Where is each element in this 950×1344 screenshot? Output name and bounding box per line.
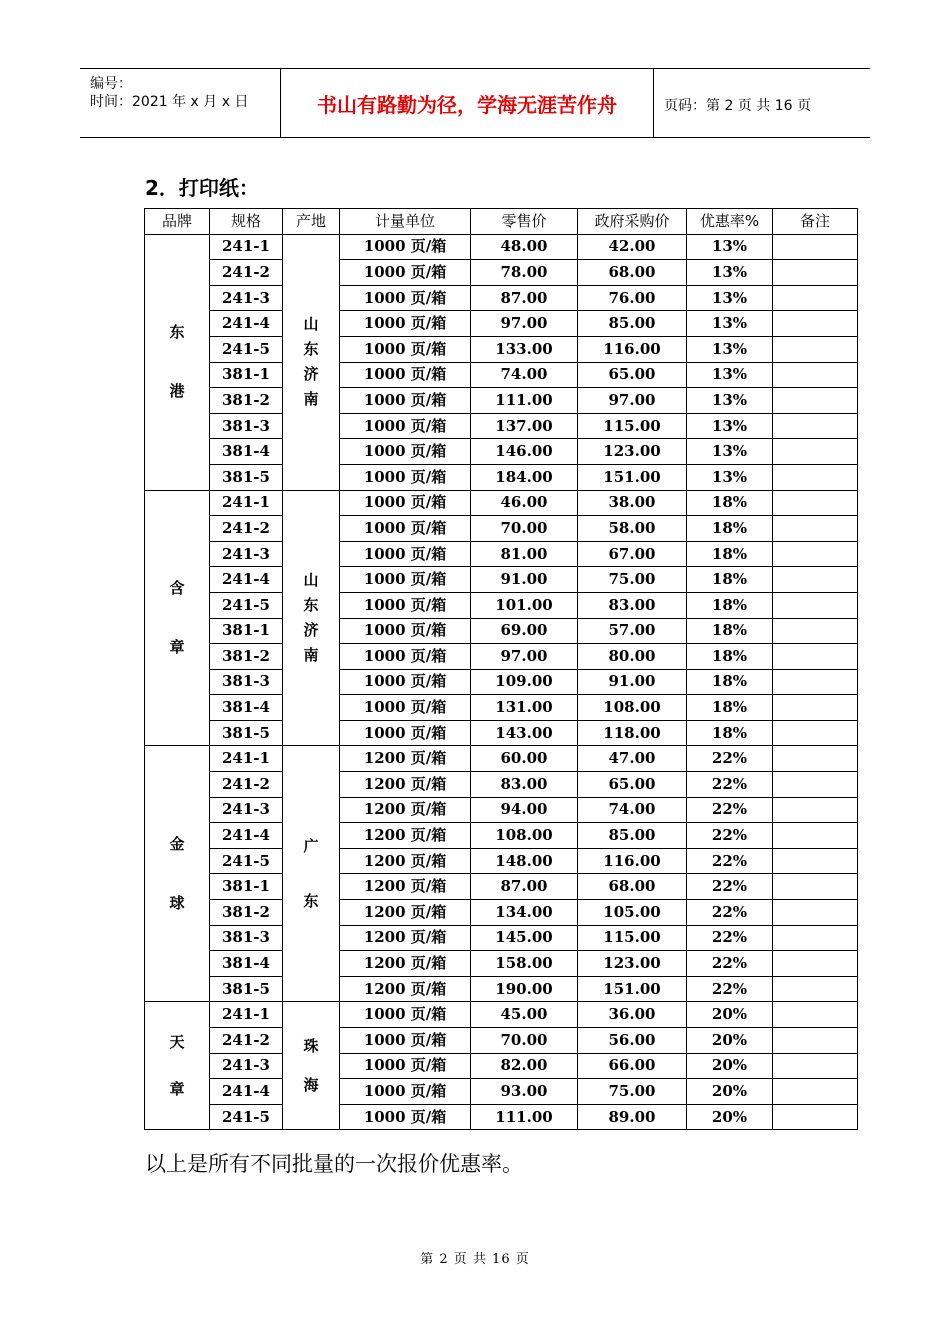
unit-cell: 1000 页/箱 (340, 592, 471, 618)
discount-cell: 20% (687, 1079, 773, 1105)
spec-cell: 241-5 (210, 848, 283, 874)
unit-cell: 1000 页/箱 (340, 618, 471, 644)
origin-char: 海 (303, 1075, 319, 1094)
header-retail-price: 零售价 (471, 209, 578, 235)
header-motto: 书山有路勤为径，学海无涯苦作舟 (281, 69, 654, 137)
spec-cell: 241-2 (210, 1028, 283, 1054)
unit-cell: 1000 页/箱 (340, 541, 471, 567)
gov-price-cell: 57.00 (578, 618, 687, 644)
gov-price-cell: 108.00 (578, 695, 687, 721)
brand-char: 球 (169, 893, 185, 912)
table-row (145, 1079, 858, 1105)
retail-price-cell: 97.00 (471, 644, 578, 670)
table-row (145, 1002, 858, 1028)
origin-char: 广 (303, 836, 319, 855)
gov-price-cell: 36.00 (578, 1002, 687, 1028)
gov-price-cell: 68.00 (578, 874, 687, 900)
table-row (145, 797, 858, 823)
table-row (145, 490, 858, 516)
origin-char: 山 (303, 571, 319, 589)
remarks-cell (773, 720, 858, 746)
spec-cell: 241-4 (210, 1079, 283, 1105)
section-title: 2．打印纸： (145, 176, 259, 200)
retail-price-cell: 148.00 (471, 848, 578, 874)
remarks-cell (773, 541, 858, 567)
origin-char: 珠 (303, 1036, 319, 1055)
retail-price-cell: 70.00 (471, 516, 578, 542)
remarks-cell (773, 234, 858, 260)
unit-cell: 1000 页/箱 (340, 1104, 471, 1130)
unit-cell: 1000 页/箱 (340, 464, 471, 490)
discount-cell: 22% (687, 976, 773, 1002)
gov-price-cell: 65.00 (578, 362, 687, 388)
discount-cell: 13% (687, 260, 773, 286)
spec-cell: 241-1 (210, 234, 283, 260)
unit-cell: 1000 页/箱 (340, 1053, 471, 1079)
table-row (145, 439, 858, 465)
gov-price-cell: 76.00 (578, 285, 687, 311)
origin-char: 东 (303, 596, 319, 614)
gov-price-cell: 85.00 (578, 823, 687, 849)
retail-price-cell: 101.00 (471, 592, 578, 618)
unit-cell: 1000 页/箱 (340, 362, 471, 388)
header-unit: 计量单位 (340, 209, 471, 235)
unit-cell: 1000 页/箱 (340, 439, 471, 465)
retail-price-cell: 69.00 (471, 618, 578, 644)
table-row (145, 618, 858, 644)
header-spec: 规格 (210, 209, 283, 235)
gov-price-cell: 91.00 (578, 669, 687, 695)
brand-char: 港 (169, 382, 185, 401)
remarks-cell (773, 362, 858, 388)
spec-cell: 241-3 (210, 285, 283, 311)
table-row (145, 720, 858, 746)
table-row (145, 874, 858, 900)
retail-price-cell: 134.00 (471, 900, 578, 926)
spec-cell: 381-1 (210, 874, 283, 900)
brand-char: 天 (169, 1032, 185, 1051)
retail-price-cell: 60.00 (471, 746, 578, 772)
table-row (145, 1028, 858, 1054)
gov-price-cell: 47.00 (578, 746, 687, 772)
spec-cell: 381-3 (210, 925, 283, 951)
remarks-cell (773, 388, 858, 414)
unit-cell: 1000 页/箱 (340, 567, 471, 593)
spec-cell: 241-4 (210, 567, 283, 593)
origin-cell (283, 490, 340, 746)
retail-price-cell: 81.00 (471, 541, 578, 567)
spec-cell: 241-4 (210, 823, 283, 849)
gov-price-cell: 123.00 (578, 951, 687, 977)
unit-cell: 1000 页/箱 (340, 234, 471, 260)
unit-cell: 1000 页/箱 (340, 516, 471, 542)
unit-cell: 1000 页/箱 (340, 720, 471, 746)
spec-cell: 241-1 (210, 490, 283, 516)
retail-price-cell: 137.00 (471, 413, 578, 439)
discount-cell: 22% (687, 874, 773, 900)
spec-cell: 241-1 (210, 1002, 283, 1028)
price-table (144, 208, 858, 1130)
remarks-cell (773, 644, 858, 670)
retail-price-cell: 109.00 (471, 669, 578, 695)
gov-price-cell: 68.00 (578, 260, 687, 286)
gov-price-cell: 58.00 (578, 516, 687, 542)
remarks-cell (773, 592, 858, 618)
retail-price-cell: 146.00 (471, 439, 578, 465)
unit-cell: 1200 页/箱 (340, 746, 471, 772)
remarks-cell (773, 490, 858, 516)
unit-cell: 1000 页/箱 (340, 669, 471, 695)
table-row (145, 592, 858, 618)
gov-price-cell: 67.00 (578, 541, 687, 567)
unit-cell: 1200 页/箱 (340, 900, 471, 926)
gov-price-cell: 75.00 (578, 567, 687, 593)
retail-price-cell: 91.00 (471, 567, 578, 593)
unit-cell: 1000 页/箱 (340, 285, 471, 311)
unit-cell: 1000 页/箱 (340, 1002, 471, 1028)
gov-price-cell: 74.00 (578, 797, 687, 823)
remarks-cell (773, 567, 858, 593)
discount-cell: 13% (687, 362, 773, 388)
spec-cell: 381-1 (210, 618, 283, 644)
retail-price-cell: 94.00 (471, 797, 578, 823)
unit-cell: 1000 页/箱 (340, 260, 471, 286)
remarks-cell (773, 823, 858, 849)
gov-price-cell: 38.00 (578, 490, 687, 516)
header-origin: 产地 (283, 209, 340, 235)
remarks-cell (773, 976, 858, 1002)
table-row (145, 1104, 858, 1130)
unit-cell: 1000 页/箱 (340, 644, 471, 670)
retail-price-cell: 87.00 (471, 285, 578, 311)
gov-price-cell: 56.00 (578, 1028, 687, 1054)
brand-char: 章 (169, 638, 185, 656)
origin-cell (283, 746, 340, 1002)
gov-price-cell: 151.00 (578, 464, 687, 490)
discount-cell: 20% (687, 1104, 773, 1130)
gov-price-cell: 80.00 (578, 644, 687, 670)
unit-cell: 1000 页/箱 (340, 1028, 471, 1054)
origin-char: 济 (303, 621, 319, 639)
discount-cell: 18% (687, 516, 773, 542)
table-row (145, 900, 858, 926)
origin-char: 南 (303, 390, 319, 409)
remarks-cell (773, 925, 858, 951)
brand-char: 金 (169, 834, 185, 853)
spec-cell: 241-5 (210, 336, 283, 362)
discount-cell: 22% (687, 951, 773, 977)
retail-price-cell: 97.00 (471, 311, 578, 337)
remarks-cell (773, 311, 858, 337)
origin-char: 东 (303, 891, 319, 910)
retail-price-cell: 108.00 (471, 823, 578, 849)
table-row (145, 772, 858, 798)
retail-price-cell: 93.00 (471, 1079, 578, 1105)
unit-cell: 1200 页/箱 (340, 848, 471, 874)
gov-price-cell: 83.00 (578, 592, 687, 618)
retail-price-cell: 83.00 (471, 772, 578, 798)
spec-cell: 241-3 (210, 797, 283, 823)
discount-cell: 22% (687, 900, 773, 926)
retail-price-cell: 184.00 (471, 464, 578, 490)
gov-price-cell: 66.00 (578, 1053, 687, 1079)
table-row (145, 567, 858, 593)
remarks-cell (773, 951, 858, 977)
unit-cell: 1000 页/箱 (340, 336, 471, 362)
discount-cell: 13% (687, 285, 773, 311)
retail-price-cell: 111.00 (471, 388, 578, 414)
table-row (145, 925, 858, 951)
origin-char: 济 (303, 365, 319, 384)
remarks-cell (773, 336, 858, 362)
remarks-cell (773, 516, 858, 542)
spec-cell: 381-3 (210, 413, 283, 439)
spec-cell: 381-4 (210, 695, 283, 721)
discount-cell: 13% (687, 439, 773, 465)
header-page-info: 页码：第 2 页 共 16 页 (664, 98, 811, 114)
table-row (145, 746, 858, 772)
spec-cell: 241-4 (210, 311, 283, 337)
unit-cell: 1000 页/箱 (340, 695, 471, 721)
remarks-cell (773, 1104, 858, 1130)
discount-cell: 22% (687, 848, 773, 874)
table-row (145, 823, 858, 849)
unit-cell: 1200 页/箱 (340, 797, 471, 823)
brand-char: 章 (169, 1079, 185, 1098)
table-row (145, 644, 858, 670)
gov-price-cell: 116.00 (578, 848, 687, 874)
brand-cell (145, 746, 210, 1002)
table-body (145, 234, 858, 1130)
retail-price-cell: 133.00 (471, 336, 578, 362)
unit-cell: 1200 页/箱 (340, 823, 471, 849)
discount-cell: 18% (687, 720, 773, 746)
table-row (145, 362, 858, 388)
remarks-cell (773, 413, 858, 439)
header-meta (80, 69, 281, 137)
gov-price-cell: 151.00 (578, 976, 687, 1002)
spec-cell: 241-1 (210, 746, 283, 772)
brand-char: 含 (169, 579, 185, 597)
spec-cell: 381-4 (210, 951, 283, 977)
spec-cell: 381-2 (210, 388, 283, 414)
table-row (145, 848, 858, 874)
discount-cell: 22% (687, 746, 773, 772)
retail-price-cell: 46.00 (471, 490, 578, 516)
spec-cell: 241-3 (210, 1053, 283, 1079)
discount-cell: 20% (687, 1028, 773, 1054)
remarks-cell (773, 669, 858, 695)
remarks-cell (773, 618, 858, 644)
gov-price-cell: 89.00 (578, 1104, 687, 1130)
discount-cell: 20% (687, 1053, 773, 1079)
table-row (145, 516, 858, 542)
spec-cell: 241-2 (210, 516, 283, 542)
table-row (145, 1053, 858, 1079)
discount-cell: 22% (687, 797, 773, 823)
header-gov-price: 政府采购价 (578, 209, 687, 235)
retail-price-cell: 74.00 (471, 362, 578, 388)
remarks-cell (773, 848, 858, 874)
discount-cell: 13% (687, 311, 773, 337)
spec-cell: 381-1 (210, 362, 283, 388)
retail-price-cell: 190.00 (471, 976, 578, 1002)
unit-cell: 1200 页/箱 (340, 874, 471, 900)
gov-price-cell: 85.00 (578, 311, 687, 337)
time-label: 时间：2021 年 x 月 x 日 (90, 94, 249, 110)
unit-cell: 1000 页/箱 (340, 413, 471, 439)
discount-cell: 18% (687, 618, 773, 644)
retail-price-cell: 158.00 (471, 951, 578, 977)
gov-price-cell: 42.00 (578, 234, 687, 260)
spec-cell: 241-3 (210, 541, 283, 567)
gov-price-cell: 105.00 (578, 900, 687, 926)
spec-cell: 381-3 (210, 669, 283, 695)
table-header-row (145, 209, 858, 235)
header-remarks: 备注 (773, 209, 858, 235)
remarks-cell (773, 464, 858, 490)
discount-cell: 22% (687, 823, 773, 849)
table-row (145, 695, 858, 721)
origin-char: 东 (303, 340, 319, 359)
discount-cell: 20% (687, 1002, 773, 1028)
retail-price-cell: 45.00 (471, 1002, 578, 1028)
remarks-cell (773, 1079, 858, 1105)
brand-cell (145, 1002, 210, 1130)
spec-cell: 241-2 (210, 772, 283, 798)
spec-cell: 241-5 (210, 592, 283, 618)
page-footer: 第 2 页 共 16 页 (420, 1252, 530, 1267)
unit-cell: 1000 页/箱 (340, 311, 471, 337)
unit-cell: 1000 页/箱 (340, 388, 471, 414)
discount-cell: 18% (687, 490, 773, 516)
footnote: 以上是所有不同批量的一次报价优惠率。 (145, 1152, 523, 1176)
discount-cell: 18% (687, 644, 773, 670)
discount-cell: 22% (687, 925, 773, 951)
table-row (145, 311, 858, 337)
remarks-cell (773, 900, 858, 926)
table-row (145, 336, 858, 362)
unit-cell: 1000 页/箱 (340, 490, 471, 516)
document-header (80, 68, 870, 138)
remarks-cell (773, 874, 858, 900)
spec-cell: 381-5 (210, 720, 283, 746)
header-brand: 品牌 (145, 209, 210, 235)
unit-cell: 1200 页/箱 (340, 951, 471, 977)
spec-cell: 241-2 (210, 260, 283, 286)
brand-cell (145, 234, 210, 490)
retail-price-cell: 78.00 (471, 260, 578, 286)
gov-price-cell: 116.00 (578, 336, 687, 362)
brand-char: 东 (169, 323, 185, 342)
gov-price-cell: 115.00 (578, 413, 687, 439)
origin-cell (283, 234, 340, 490)
remarks-cell (773, 1002, 858, 1028)
remarks-cell (773, 439, 858, 465)
unit-cell: 1000 页/箱 (340, 1079, 471, 1105)
remarks-cell (773, 285, 858, 311)
discount-cell: 13% (687, 336, 773, 362)
spec-cell: 381-4 (210, 439, 283, 465)
remarks-cell (773, 695, 858, 721)
table-row (145, 260, 858, 286)
remarks-cell (773, 772, 858, 798)
gov-price-cell: 75.00 (578, 1079, 687, 1105)
retail-price-cell: 143.00 (471, 720, 578, 746)
gov-price-cell: 65.00 (578, 772, 687, 798)
gov-price-cell: 97.00 (578, 388, 687, 414)
spec-cell: 381-2 (210, 900, 283, 926)
retail-price-cell: 131.00 (471, 695, 578, 721)
unit-cell: 1200 页/箱 (340, 976, 471, 1002)
remarks-cell (773, 260, 858, 286)
spec-cell: 241-5 (210, 1104, 283, 1130)
origin-cell (283, 1002, 340, 1130)
table-row (145, 285, 858, 311)
origin-char: 南 (303, 646, 319, 664)
gov-price-cell: 118.00 (578, 720, 687, 746)
discount-cell: 18% (687, 541, 773, 567)
spec-cell: 381-5 (210, 464, 283, 490)
gov-price-cell: 123.00 (578, 439, 687, 465)
retail-price-cell: 111.00 (471, 1104, 578, 1130)
spec-cell: 381-5 (210, 976, 283, 1002)
discount-cell: 13% (687, 464, 773, 490)
table-row (145, 669, 858, 695)
gov-price-cell: 115.00 (578, 925, 687, 951)
unit-cell: 1200 页/箱 (340, 925, 471, 951)
discount-cell: 18% (687, 592, 773, 618)
brand-cell (145, 490, 210, 746)
table-row (145, 976, 858, 1002)
table-row (145, 541, 858, 567)
discount-cell: 22% (687, 772, 773, 798)
remarks-cell (773, 1053, 858, 1079)
retail-price-cell: 70.00 (471, 1028, 578, 1054)
unit-cell: 1200 页/箱 (340, 772, 471, 798)
number-label: 编号： (90, 76, 132, 92)
discount-cell: 18% (687, 695, 773, 721)
discount-cell: 18% (687, 669, 773, 695)
discount-cell: 18% (687, 567, 773, 593)
table-row (145, 388, 858, 414)
discount-cell: 13% (687, 388, 773, 414)
discount-cell: 13% (687, 413, 773, 439)
retail-price-cell: 145.00 (471, 925, 578, 951)
remarks-cell (773, 746, 858, 772)
table-row (145, 951, 858, 977)
table-row (145, 464, 858, 490)
header-discount: 优惠率% (687, 209, 773, 235)
retail-price-cell: 82.00 (471, 1053, 578, 1079)
table-row (145, 413, 858, 439)
retail-price-cell: 48.00 (471, 234, 578, 260)
origin-char: 山 (303, 315, 319, 334)
spec-cell: 381-2 (210, 644, 283, 670)
retail-price-cell: 87.00 (471, 874, 578, 900)
remarks-cell (773, 1028, 858, 1054)
discount-cell: 13% (687, 234, 773, 260)
remarks-cell (773, 797, 858, 823)
table-row (145, 234, 858, 260)
